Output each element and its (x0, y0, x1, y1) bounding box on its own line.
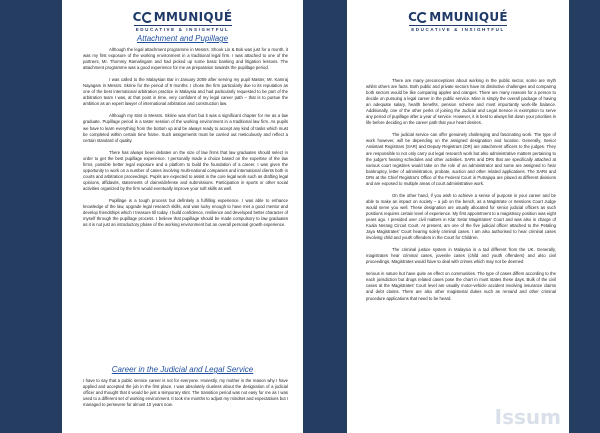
center-gutter (303, 0, 347, 433)
left-gutter (0, 0, 62, 433)
paragraph: Pupillage is a tough process but definitely a fulfilling experience. I was able to enhance knowledge of the law, upgrade legal research skills, and was lucky enough to have met a good mentor and develop friendships which I treasure till today. I build confidence, resilience and developed better character of myself through the pupillage process. I believe that pupillage should be made compulsory to law graduates as it is not just an introductory phase of the working environment but an overall personal growth experience. (83, 197, 288, 228)
heading-attachment-pupillage: Attachment and Pupillage (136, 34, 229, 43)
paragraph: I have to say that a public service career is not for everyone. Honestly, my mother is the reason why I have applied and accepted the job in the first place. I was absolutely clueless about the designation of a judicial officer and thought that it would be just a temporary stint. The transition period was not easy for me as I was used to a different set of working environment. It took me months to adjust my mindset and expectations but I managed to persevere for almost 10 years now. (83, 378, 288, 408)
left-body-2 (83, 378, 288, 408)
logo-divider (134, 25, 232, 26)
left-page (62, 0, 303, 433)
paragraph: On the other hand, if you wish to achieve a sense of purpose in your career and be able to make an impact on society – a job on the bench, as a Magistrate or Sessions Court Judge would serve you well. These designation are usually allocated for senior judicial officers as such positions requires certain level of experience. My first appointment to a magistracy position was eight years ago. I presided over civil matters in Klar Setar Magistrates' Court and was also in charge of Kuala Nerang Circuit Court. At present, am one of the five judicial officer attached to the Petaling Jaya Magistrates' Court hearing solely criminal cases. I am also authorised to hear criminal cases involving child and youth offenders in the Court for Children. (366, 192, 556, 241)
logo-name: MMUNIQUÉ (429, 10, 508, 24)
logo-mark-icon (142, 12, 153, 23)
logo-lead-letter: C (408, 10, 418, 24)
paragraph: There are many preconceptions about working in the public sector, some are myth whilst others are facts. Both public and private sectors have its distinctive challenges and comparing both sectors would be like comparing apples and oranges. There are many reasons for a person to decide on pursuing a legal career in the public service. Mine is simply the overall package of having an adequate salary, health benefits, pension scheme and most importantly work-life balance. Additionally, one of the other perks of joining the Judicial and Legal Service is exemption to serve any period of pupillage after a year of service. However, it is best to always list down your priorities in life before deciding on the career path that your heart desires. (366, 78, 556, 126)
logo-mark-icon (417, 12, 428, 23)
logo-divider (409, 25, 507, 26)
heading-career-judicial: Career in the Judicial and Legal Service (111, 365, 254, 374)
logo-tagline: EDUCATIVE & INSIGHTFUL (135, 27, 230, 32)
paragraph: The judicial service can offer genuinely challenging and fascinating work. The type of work however, will be depending on the assigned designation and location. Generally, Senior Assistant Registrars (SAR) and Deputy Registrars (DR) are attachment officers to the judges. They are responsible to not only carry out legal research work but also administrative matters pertaining to the judge's hearing schedules and other activities. SARs and DRs that are specifically attached at various court registries would take on the role of an administrator and some are assigned to hear bankruptcy, letter of administration, probate, auction and other related applications. The SARs and DRs at the Chief Registrar's Office of the Federal Court in Putrajaya are placed at different divisions and are exposed to multiple areas of court administrative work. (366, 132, 556, 186)
communique-logo (347, 10, 569, 24)
logo-name: MMUNIQUÉ (153, 10, 233, 24)
communique-logo (62, 10, 303, 24)
paragraph: The criminal justice system in Malaysia is a tad different from the UK. Generally, magistrates hear criminal cases, juvenile cases (child and youth offenders) and also civil proceedings. Magistrates would have to deal with crimes which may not be deemed (366, 247, 556, 265)
logo-lead-letter: C (132, 10, 142, 24)
right-page (347, 0, 569, 433)
right-gutter (569, 0, 600, 433)
paragraph: There has always been debates on the size of law firms that law graduates should select in order to get the best pupillage experience. I personally made a choice based on the expertise of the law firms, possible better legal exposure and a platform to build the foundation of a career. I was given the opportunity to work on a number of cases involving multi-national companies and international clients both in courts and arbitration proceedings. Pupils are expected to assist in the core legal work such as drafting legal opinions, affidavits, statements of claims/defense and submissions. Participation in sports or other social activities organized by the firm would eventually improve your soft skills as well. (83, 149, 288, 191)
paragraph: serious in nature but have quite an effect on communities. The type of cases differs according to the each jurisdiction but drugs related cases pose the chart in most states these days. Bulk of the civil cases at the Magistrates' Court level are usually motor-vehicle accident involving insurance claims and debt claims. There are also other magisterial duties such as remand and other criminal procedure applications that need to be heard. (366, 271, 556, 301)
paragraph: Although the legal attachment programme in Messrs. Shook Lin & Bok was just for a month, it was my first exposure of the working environment in a traditional legal firm. I was attached to one of the partners, Mr. Thommy Ramalingam and had picked up some basic banking and litigation lessons. The attachment programme was a good experience for me as preparation towards the pupillage period. (83, 47, 288, 71)
issuu-watermark: Issum (494, 405, 561, 429)
paragraph: I was called to the Malaysian Bar in January 2009 after serving my pupil Master, Mr. Kamraj Nayagam in Messrs. Skrine for the period of 9 months. I chose the firm particularly due to its reputation as one of the best international arbitration practice in Malaysia and had particularly requested to be part of the arbitration team I was, at that point in time, very confident of my legal career path – that is to pursue the ambition as an expert lawyer of international arbitration and construction law. (83, 77, 288, 107)
right-body (366, 78, 556, 302)
logo-tagline: EDUCATIVE & INSIGHTFUL (411, 27, 505, 32)
paragraph: Although my stint in Messrs. Skrine was short but it was a significant chapter for me as a law graduate. Pupillage period is a taster session of the working environment in a traditional law firm. As pupils we have to learn everything from the bottom up and be always ready to accept any kind of tasks which must be completed within certain time frame. Such assignments must be carried out meticulously and reflect a certain standard of quality. (83, 113, 288, 143)
left-body-1 (83, 47, 288, 228)
